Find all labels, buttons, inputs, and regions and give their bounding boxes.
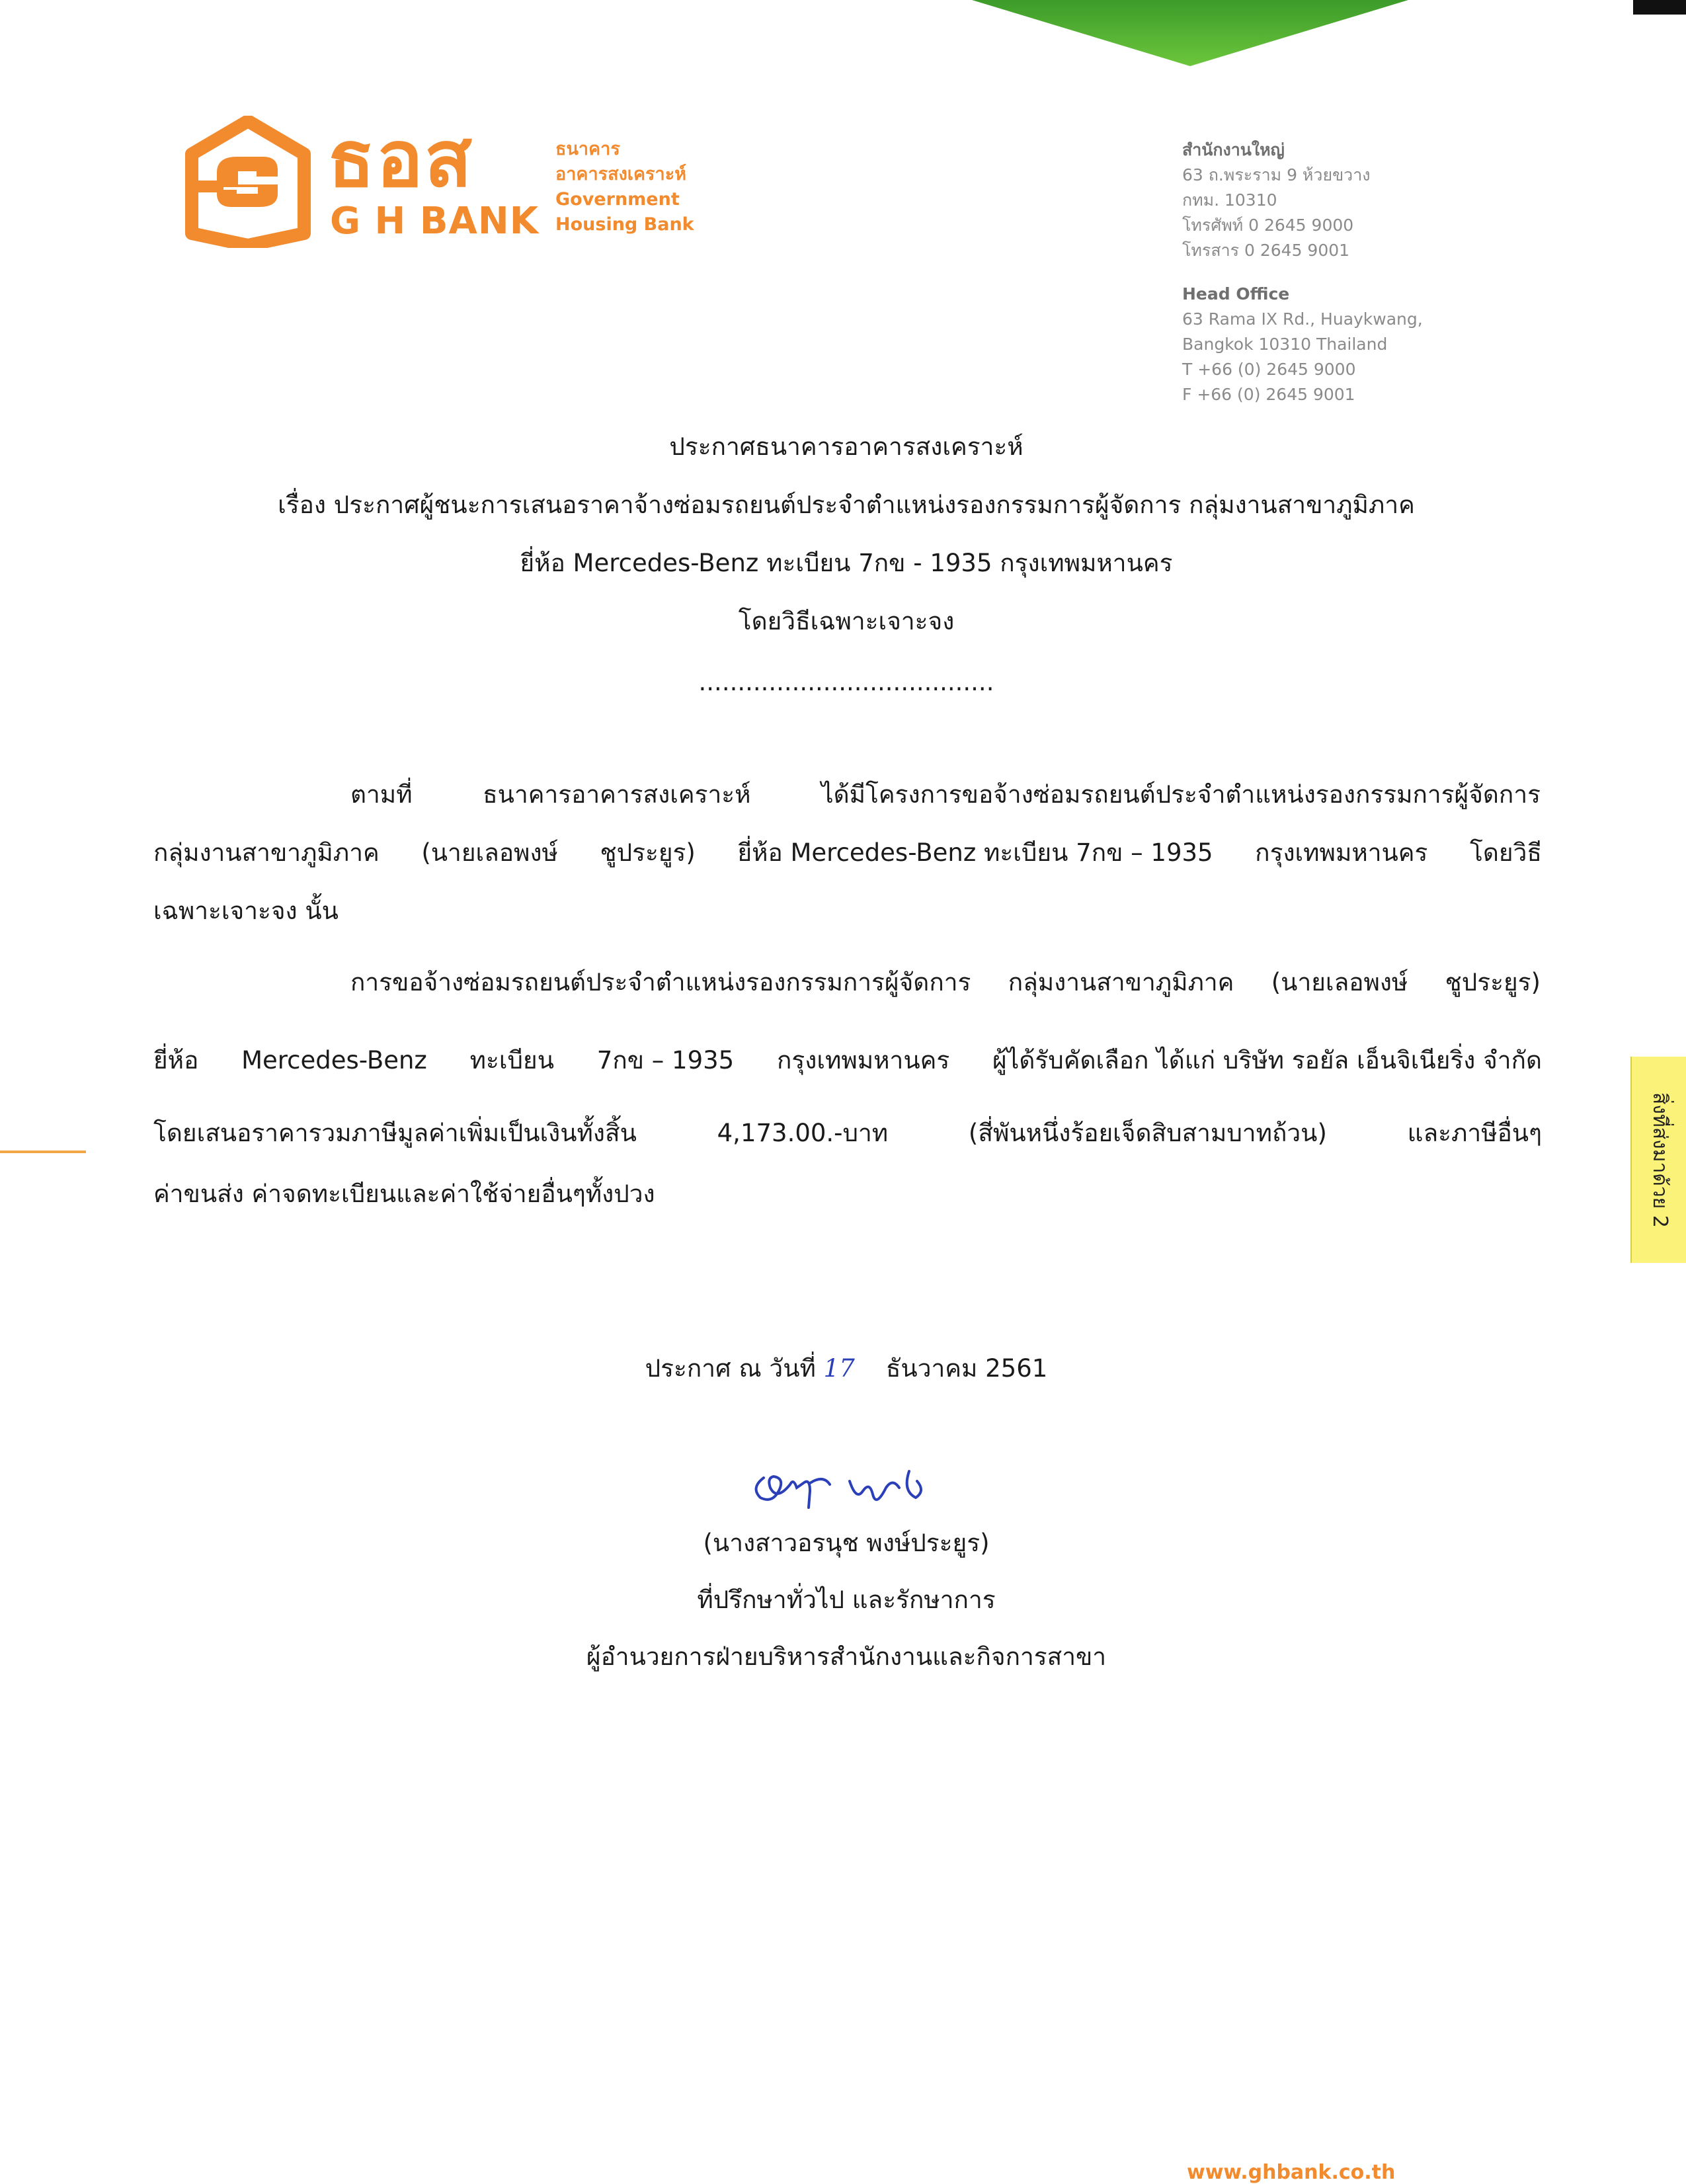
margin-mark (0, 1151, 86, 1153)
para2-text: ชูประยูร) (1445, 968, 1541, 996)
signatory-position-1: ที่ปรึกษาทั่วไป และรักษาการ (697, 1586, 996, 1614)
para1-text: กลุ่มงานสาขาภูมิภาค (153, 838, 380, 867)
para2-text: กลุ่มงานสาขาภูมิภาค (1008, 968, 1234, 996)
head-office-address (1182, 138, 1473, 407)
para1-line3: เฉพาะเจาะจง นั้น (153, 897, 339, 925)
house-logo-icon (185, 116, 311, 248)
logo-line: ธนาคาร (555, 139, 620, 159)
attachment-side-tab (1630, 1057, 1686, 1263)
signatory-position-2: ผู้อำนวยการฝ่ายบริหารสำนักงานและกิจการสาขา (586, 1642, 1107, 1671)
logo-tagline (555, 137, 754, 237)
para2-text: ผู้ได้รับคัดเลือก ได้แก่ บริษัท รอยัล เอ็นจิเนียริ่ง จำกัด (992, 1046, 1542, 1074)
para1-text: กรุงเทพมหานคร (1255, 838, 1428, 867)
para2-line3 (153, 1117, 1542, 1149)
heading-divider: ...................................... (698, 668, 994, 696)
office-thai-address: 63 ถ.พระราม 9 ห้วยขวาง (1182, 165, 1371, 184)
para2-text: (สี่พันหนึ่งร้อยเจ็ดสิบสามบาทถ้วน) (968, 1119, 1327, 1147)
side-tab-label: สิ่งที่ส่งมาด้วย 2 (1648, 1092, 1671, 1228)
logo-latin-name: G H BANK (330, 200, 540, 243)
para2-text: และภาษีอื่นๆ (1407, 1119, 1542, 1147)
office-thai-title: สำนักงานใหญ่ (1182, 140, 1285, 159)
date-prefix: ประกาศ ณ วันที่ (645, 1354, 816, 1383)
para2-line1 (350, 967, 1541, 998)
para2-text: ทะเบียน (469, 1046, 555, 1074)
para2-text: Mercedes-Benz (241, 1046, 427, 1074)
bank-logo (185, 113, 727, 248)
subject-line-1: เรื่อง ประกาศผู้ชนะการเสนอราคาจ้างซ่อมรถยนต์ประจำตำแหน่งรองกรรมการผู้จัดการ กลุ่มงานสาขาภูมิภาค (278, 491, 1415, 519)
logo-line: อาคารสงเคราะห์ (555, 164, 687, 184)
office-thai-city: กทม. 10310 (1182, 190, 1277, 210)
para2-line2 (153, 1045, 1542, 1076)
announcement-date (165, 1353, 1527, 1385)
para1-text: (นายเลอพงษ์ (421, 838, 558, 867)
para1-line2 (153, 837, 1542, 869)
para2-text: โดยเสนอราคารวมภาษีมูลค่าเพิ่มเป็นเงินทั้งสิ้น (153, 1119, 637, 1147)
para1-text: โดยวิธี (1470, 838, 1542, 867)
green-banner-decoration (972, 0, 1408, 66)
subject-line-3: โดยวิธีเฉพาะเจาะจง (738, 607, 955, 635)
logo-line: Housing Bank (555, 214, 694, 235)
para1-text: ยี่ห้อ Mercedes-Benz ทะเบียน 7กข – 1935 (737, 838, 1213, 867)
office-en-fax: F +66 (0) 2645 9001 (1182, 385, 1355, 404)
para2-text: 4,173.00.-บาท (717, 1119, 889, 1147)
para2-text: กรุงเทพมหานคร (777, 1046, 950, 1074)
office-en-title: Head Office (1182, 284, 1290, 303)
para2-text: (นายเลอพงษ์ (1271, 968, 1408, 996)
signature-image (744, 1451, 942, 1517)
para2-text: การขอจ้างซ่อมรถยนต์ประจำตำแหน่งรองกรรมการผู้จัดการ (350, 968, 971, 996)
logo-line: Government (555, 189, 680, 210)
para2-text: ยี่ห้อ (153, 1046, 199, 1074)
para1-text: ตามที่ (350, 780, 413, 809)
office-thai-phone: โทรศัพท์ 0 2645 9000 (1182, 216, 1354, 235)
signatory-name: (นางสาวอรนุช พงษ์ประยูร) (703, 1529, 990, 1557)
para1-line1 (350, 779, 1541, 811)
para1-text: ชูประยูร) (600, 838, 696, 867)
date-day-handwritten: 17 (823, 1354, 855, 1383)
logo-wordmark (327, 113, 565, 248)
para2-line4: ค่าขนส่ง ค่าจดทะเบียนและค่าใช้จ่ายอื่นๆทั้งปวง (153, 1180, 655, 1208)
subject-line-2: ยี่ห้อ Mercedes-Benz ทะเบียน 7กข - 1935 กรุงเทพมหานคร (520, 549, 1173, 577)
website-footer: www.ghbank.co.th (1187, 2161, 1396, 2184)
logo-thai-name: ธอส (327, 113, 473, 204)
para1-text: ธนาคารอาคารสงเคราะห์ (483, 780, 751, 809)
para2-text: 7กข – 1935 (596, 1046, 735, 1074)
office-en-address: 63 Rama IX Rd., Huaykwang, (1182, 309, 1423, 329)
date-suffix: ธันวาคม 2561 (885, 1354, 1048, 1383)
corner-scan-mark (1633, 0, 1686, 15)
office-en-city: Bangkok 10310 Thailand (1182, 335, 1388, 354)
office-en-phone: T +66 (0) 2645 9000 (1182, 360, 1356, 379)
announcement-title: ประกาศธนาคารอาคารสงเคราะห์ (669, 432, 1024, 461)
office-thai-fax: โทรสาร 0 2645 9001 (1182, 241, 1350, 260)
para1-text: ได้มีโครงการขอจ้างซ่อมรถยนต์ประจำตำแหน่งรองกรรมการผู้จัดการ (821, 780, 1541, 809)
